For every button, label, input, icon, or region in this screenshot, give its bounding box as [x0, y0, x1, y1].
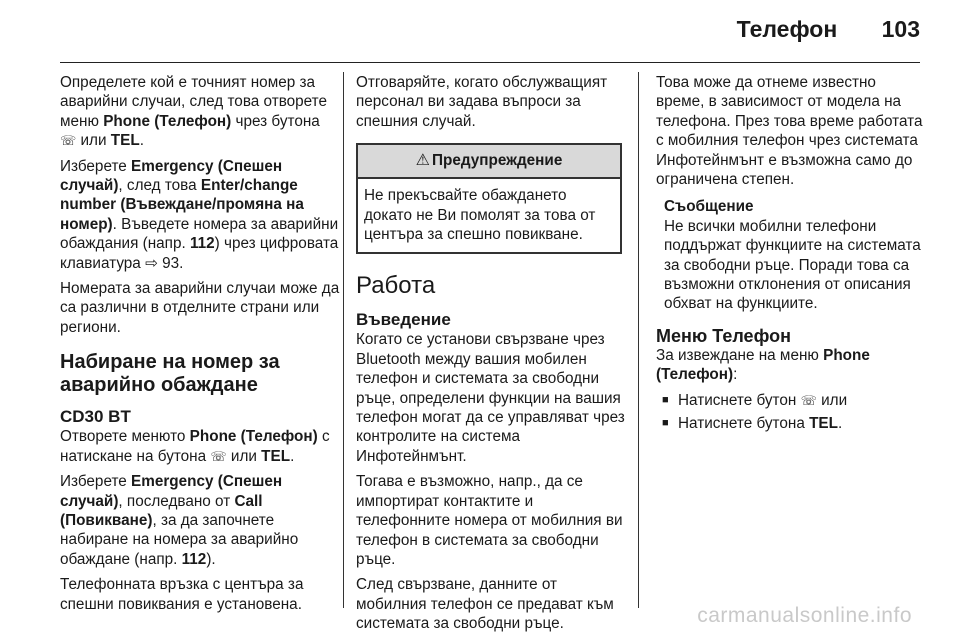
number-term: 112 — [181, 550, 207, 568]
paragraph: Когато се установи свързване чрез Bluetooth между вашия мобилен телефон и системата за свободни ръце, определени функции на вашия телефон могат да се управляват чрез контролите на система Инфотейнмънт. — [356, 331, 625, 465]
tel-term: TEL — [261, 447, 291, 465]
square-bullet-icon: ■ — [662, 417, 669, 430]
menu-term: Emergency (Спешен случай) — [60, 473, 283, 510]
column-1 — [60, 73, 340, 620]
paragraph: Номерата за аварийни случаи може да са различни в отделните страни или региони. — [60, 280, 340, 336]
column-divider-2 — [638, 72, 639, 608]
section-heading: Набиране на номер за аварийно обаждане — [60, 351, 280, 397]
number-term: 112 — [189, 235, 215, 253]
paragraph: Изберете Emergency (Спешен случай), последвано от Call (Повикване), за да започнете набиране на номера за аварийно обаждане (напр. 112). — [60, 473, 299, 568]
phone-button-icon: ☏ — [800, 392, 817, 408]
note-title: Съобщение — [664, 198, 754, 216]
subsection-heading: Въведение — [356, 310, 451, 330]
warning-header — [358, 145, 620, 179]
warning-title: Предупреждение — [431, 152, 563, 170]
menu-term: Phone (Телефон) — [189, 428, 318, 446]
paragraph: Изберете Emergency (Спешен случай), след това Enter/change number (Въвеждане/промяна на номер). Въведете номера за аварийни обаждания (напр. 112) чрез цифровата клавиатура ⇨ 93. — [60, 157, 339, 272]
menu-term: Phone (Телефон) — [656, 346, 870, 384]
menu-term: Enter/change number (Въвеждане/промяна на номер) — [60, 177, 304, 233]
tel-term: TEL — [110, 132, 140, 150]
chapter-heading: Работа — [356, 272, 436, 300]
column-divider-1 — [343, 72, 344, 608]
paragraph: Определете кой е точният номер за аварийни случаи, след това отворете меню Phone (Телефон) чрез бутона ☏ или TEL. — [60, 74, 328, 150]
phone-button-icon: ☏ — [60, 133, 77, 149]
paragraph: Телефонната връзка с центъра за спешни повиквания е установена. — [60, 576, 304, 613]
watermark: carmanualsonline.info — [697, 604, 912, 627]
warning-triangle-icon: ⚠ — [415, 152, 430, 170]
note-body: Не всички мобилни телефони поддържат функциите на системата за свободни ръце. Поради това са възможни отклонения от описания обхват на функциите. — [664, 217, 921, 313]
paragraph: След свързване, данните от мобилния телефон се предават към системата за свободни ръце. — [356, 576, 614, 633]
menu-term: Phone (Телефон) — [103, 112, 232, 130]
page-title: Телефон — [736, 16, 838, 42]
warning-box — [356, 143, 622, 254]
warning-body: Не прекъсвайте обаждането докато не Ви помолят за това от центъра за спешно повикване. — [364, 187, 596, 244]
paragraph: Това може да отнеме известно време, в зависимост от модела на телефона. През това време работата с мобилния телефон чрез системата Инфотейнмънт е възможна само до ограничена степен. — [656, 74, 923, 189]
paragraph: Тогава е възможно, напр., да се импортират контактите и телефонните номера от мобилния ви телефон в системата за свободни ръце. — [356, 473, 623, 568]
page-header — [737, 16, 920, 43]
page-reference-arrow-icon: ⇨ — [145, 254, 158, 272]
list-item: ■ Натиснете бутона TEL. — [656, 414, 928, 433]
tel-term: TEL — [809, 415, 838, 433]
paragraph: За извеждане на меню Phone (Телефон): — [656, 346, 870, 384]
paragraph: Отговаряйте, когато обслужващият персонал ви задава въпроси за спешния случай. — [356, 74, 608, 130]
header-divider — [60, 62, 920, 63]
phone-button-icon: ☏ — [210, 448, 227, 464]
subsection-heading: CD30 BT — [60, 407, 131, 427]
page-reference: 93 — [162, 254, 180, 272]
menu-term: Emergency (Спешен случай) — [60, 157, 283, 195]
note-block — [656, 197, 928, 313]
page-number: 103 — [881, 16, 920, 42]
menu-term: Call (Повикване) — [60, 492, 263, 529]
paragraph: Отворете менюто Phone (Телефон) с натискане на бутона ☏ или TEL. — [60, 428, 330, 465]
column-2 — [356, 73, 628, 640]
square-bullet-icon: ■ — [662, 393, 669, 406]
column-3 — [656, 73, 928, 434]
list-item: ■ Натиснете бутон ☏ или — [656, 391, 928, 410]
subsection-heading: Меню Телефон — [656, 325, 791, 346]
